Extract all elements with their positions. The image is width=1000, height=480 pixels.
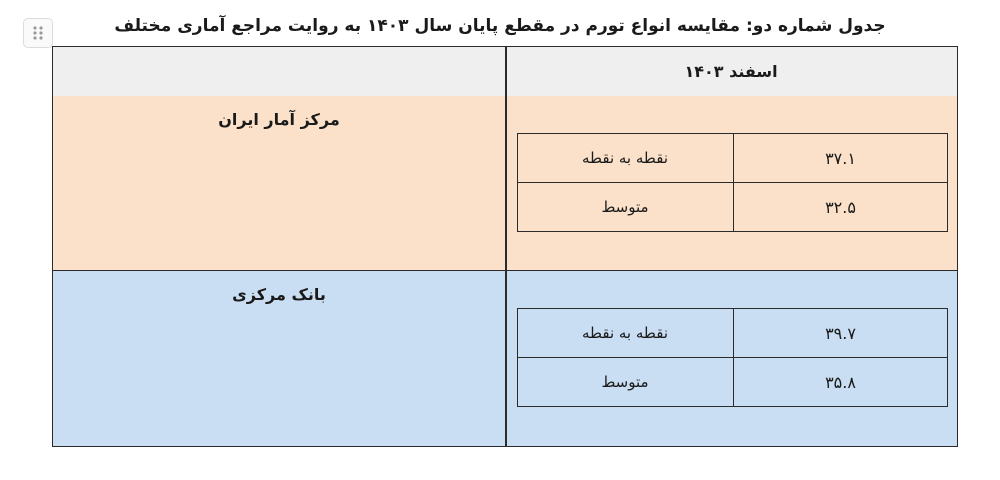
inflation-subtable <box>517 308 948 407</box>
drag-dots-icon <box>32 25 44 41</box>
inflation-subtable <box>517 133 948 232</box>
header-cell-date: اسفند ۱۴۰۳ <box>684 62 778 81</box>
table-row <box>518 309 947 358</box>
inflation-type-label: متوسط <box>601 198 649 216</box>
drag-handle-button[interactable] <box>23 18 53 48</box>
inflation-value: ۳۹.۷ <box>733 309 947 357</box>
inflation-type-label: نقطه به نقطه <box>582 149 668 167</box>
source-label: مرکز آمار ایران <box>218 110 340 129</box>
table-row <box>518 183 947 231</box>
inflation-value: ۳۵.۸ <box>733 358 947 406</box>
page-title: جدول شماره دو: مقایسه انواع تورم در مقطع پایان سال ۱۴۰۳ به روایت مراجع آماری مختلف <box>114 16 886 36</box>
section-statistical-center <box>53 96 957 271</box>
inflation-value: ۳۲.۵ <box>733 183 947 231</box>
table-row <box>518 134 947 183</box>
inflation-value: ۳۷.۱ <box>733 134 947 182</box>
table-header-row <box>53 47 957 97</box>
section-central-bank <box>53 271 957 446</box>
column-divider <box>505 96 507 270</box>
inflation-type-label: نقطه به نقطه <box>582 324 668 342</box>
source-label: بانک مرکزی <box>232 285 326 304</box>
comparison-table <box>52 46 958 447</box>
inflation-type-label: متوسط <box>601 373 649 391</box>
table-row <box>518 358 947 406</box>
column-divider <box>505 271 507 446</box>
